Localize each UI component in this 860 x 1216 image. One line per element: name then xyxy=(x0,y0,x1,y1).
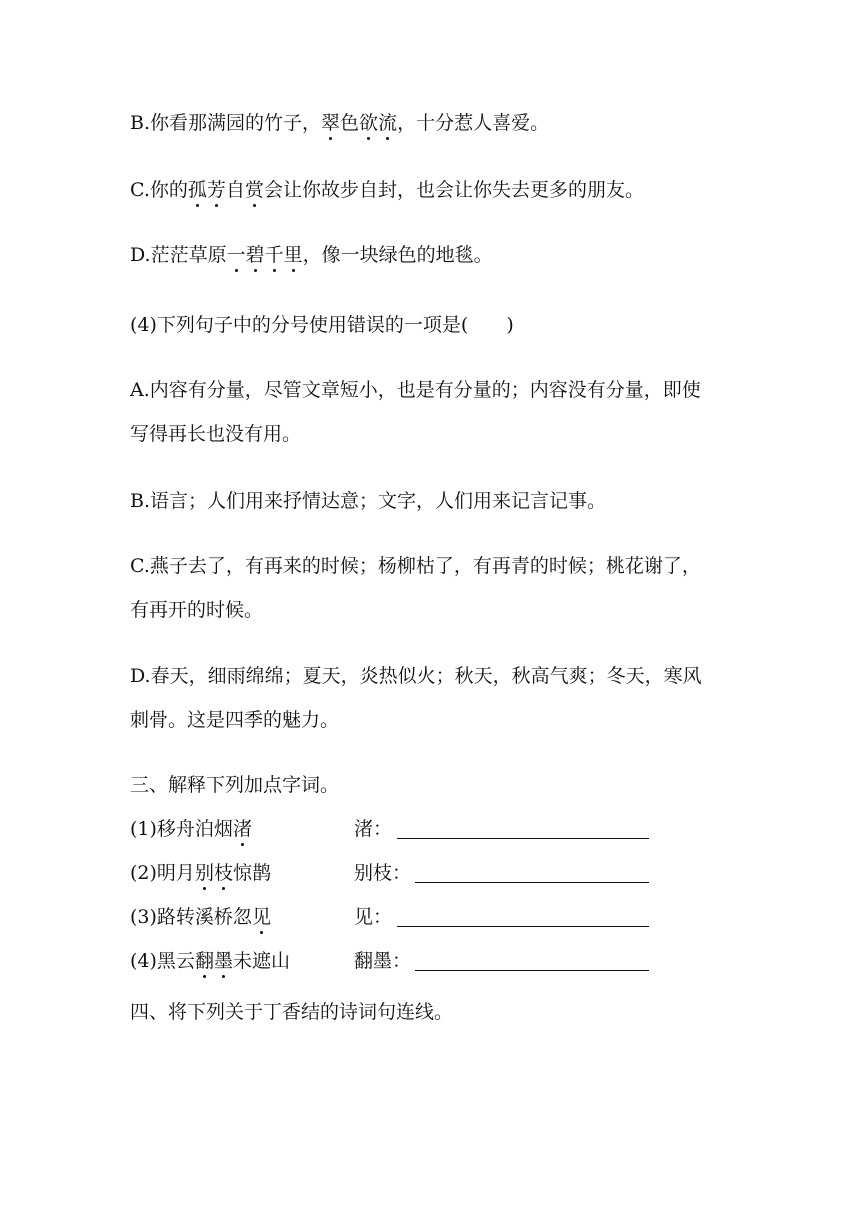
q4-option-a-line1: A.内容有分量，尽管文章短小，也是有分量的；内容没有分量，即使 xyxy=(130,379,701,401)
s3-item-1-answer-blank[interactable] xyxy=(397,838,649,839)
s3-item-1-text xyxy=(157,818,252,840)
dotted-text: 欲 xyxy=(359,112,379,134)
s3-item-2-answer-blank[interactable] xyxy=(415,882,649,883)
dotted-text: 里 xyxy=(283,244,303,266)
s3-item-4-text xyxy=(157,950,290,972)
q4-option-a-line2: 写得再长也没有用。 xyxy=(130,423,302,445)
dotted-text: 翠 xyxy=(321,112,341,134)
text-segment: C.你的 xyxy=(130,179,188,201)
text-segment: 移舟泊烟 xyxy=(156,818,233,840)
q3-option-d xyxy=(130,244,750,266)
text-segment: B.你看那满园的竹子， xyxy=(130,112,322,134)
text-segment: ，像一块绿色的地毯。 xyxy=(302,244,493,266)
s3-item-2-num: (2) xyxy=(130,862,157,884)
s3-item-3 xyxy=(130,906,750,928)
s3-item-1 xyxy=(130,818,750,840)
dotted-text: 枝 xyxy=(213,862,233,884)
text-segment: ，十分惹人喜爱。 xyxy=(397,112,550,134)
dotted-text: 渚 xyxy=(232,818,252,840)
s3-item-4 xyxy=(130,950,750,972)
s3-item-3-label: 见： xyxy=(354,906,393,928)
text-segment: 自 xyxy=(225,179,245,201)
q4-option-d-line2: 刺骨。这是四季的魅力。 xyxy=(130,709,340,731)
dotted-text: 墨 xyxy=(213,950,233,972)
s3-item-2-label: 别枝： xyxy=(354,862,412,884)
s3-item-3-answer-blank[interactable] xyxy=(397,926,649,927)
text-segment: 明月 xyxy=(156,862,195,884)
s3-item-1-num: (1) xyxy=(130,818,157,840)
dotted-text: 流 xyxy=(378,112,398,134)
s3-item-2-text xyxy=(157,862,271,884)
s3-item-2 xyxy=(130,862,750,884)
s3-item-3-num: (3) xyxy=(130,906,157,928)
text-segment: 色 xyxy=(340,112,360,134)
s3-item-3-text xyxy=(157,906,271,928)
dotted-text: 碧 xyxy=(245,244,265,266)
q4-stem: (4)下列句子中的分号使用错误的一项是( ) xyxy=(130,314,514,336)
q3-option-b xyxy=(130,112,750,134)
dotted-text: 芳 xyxy=(206,179,226,201)
section4-title: 四、将下列关于丁香结的诗词句连线。 xyxy=(130,1001,454,1023)
q4-option-b-line1: B.语言；人们用来抒情达意；文字，人们用来记言记事。 xyxy=(130,490,607,512)
dotted-text: 见 xyxy=(251,906,271,928)
dotted-text: 赏 xyxy=(244,179,264,201)
s3-item-4-label: 翻墨： xyxy=(354,950,412,972)
q4-option-d-line1: D.春天，细雨绵绵；夏天，炎热似火；秋天，秋高气爽；冬天，寒风 xyxy=(130,665,702,687)
q4-option-c-line2: 有再开的时候。 xyxy=(130,599,264,621)
s3-item-4-num: (4) xyxy=(130,950,157,972)
dotted-text: 翻 xyxy=(194,950,214,972)
dotted-text: 别 xyxy=(194,862,214,884)
text-segment: 路转溪桥忽 xyxy=(156,906,252,928)
text-segment: 未遮山 xyxy=(232,950,290,972)
s3-item-4-answer-blank[interactable] xyxy=(415,970,649,971)
dotted-text: 千 xyxy=(264,244,284,266)
dotted-text: 孤 xyxy=(187,179,207,201)
text-segment: 黑云 xyxy=(156,950,195,972)
section3-title: 三、解释下列加点字词。 xyxy=(130,774,340,796)
q4-option-c-line1: C.燕子去了，有再来的时候；杨柳枯了，有再青的时候；桃花谢了， xyxy=(130,555,701,577)
text-segment: 会让你故步自封，也会让你失去更多的朋友。 xyxy=(263,179,644,201)
text-segment: D.茫茫草原 xyxy=(130,244,227,266)
dotted-text: 一 xyxy=(226,244,246,266)
text-segment: 惊鹊 xyxy=(232,862,271,884)
q3-option-c xyxy=(130,179,750,201)
s3-item-1-label: 渚： xyxy=(354,818,393,840)
